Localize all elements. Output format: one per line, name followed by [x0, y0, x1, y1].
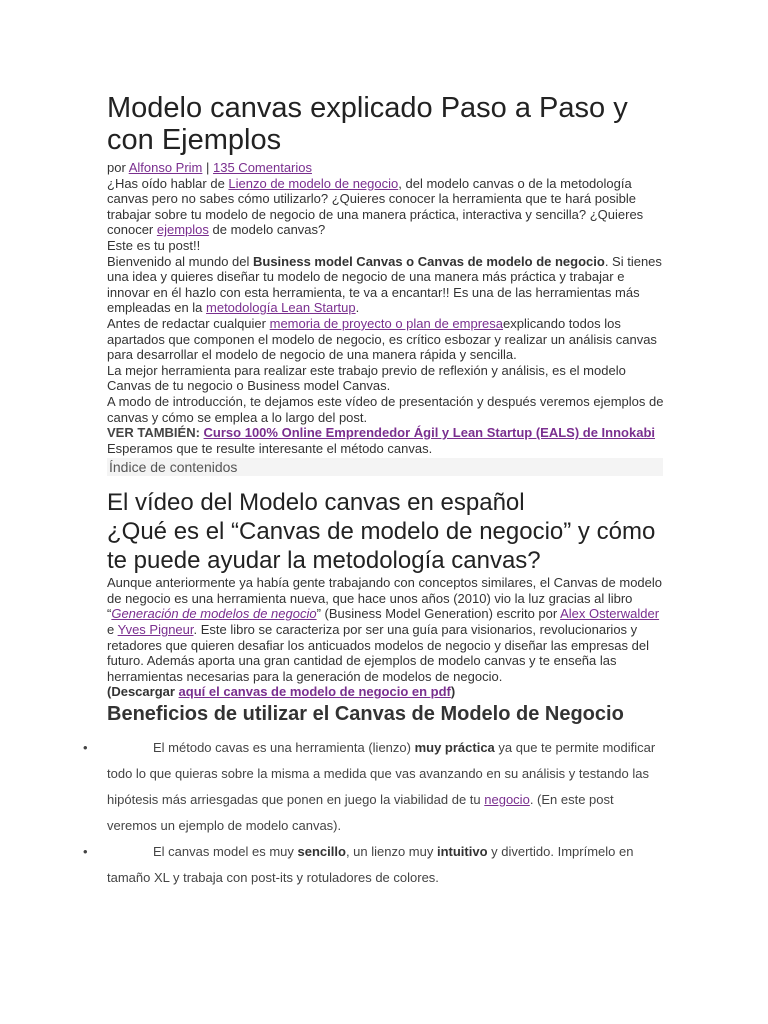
benefit2-text-2: , un lienzo muy: [345, 844, 437, 860]
benefit2-bold-1: sencillo: [297, 844, 346, 860]
ejemplos-link[interactable]: ejemplos: [156, 222, 209, 238]
page-title: Modelo canvas explicado Paso a Paso y con Ejemplos: [107, 92, 628, 156]
video-heading: El vídeo del Modelo canvas en español: [107, 489, 525, 517]
comments-link[interactable]: 135 Comentarios: [213, 160, 312, 175]
author-link[interactable]: Alfonso Prim: [128, 160, 203, 175]
benefit1-bold: muy práctica: [414, 740, 495, 756]
lienzo-link[interactable]: Lienzo de modelo de negocio: [228, 175, 399, 191]
welcome-text-2: . Si tienes una idea y quieres diseñar tu modelo de negocio de una manera más práctica y trabajar e innovar en él hazlo con esta herramienta, te va a encantar!! Es una de las herramientas más empleadas en la: [107, 253, 662, 316]
see-also-label: VER TAMBIÉN:: [107, 425, 204, 441]
benefit1-text-3: . (En este post veremos un ejemplo de modelo canvas).: [107, 792, 614, 834]
list-item: [83, 735, 667, 839]
before-paragraph: [107, 316, 667, 363]
bullet-icon: •: [83, 740, 88, 756]
welcome-text-1: Bienvenido al mundo del: [107, 253, 253, 269]
benefit1-text-1: El método cavas es una herramienta (lienzo): [153, 740, 415, 756]
download-text-2: ): [450, 684, 456, 700]
benefits-heading: Beneficios de utilizar el Canvas de Modelo de Negocio: [107, 703, 624, 726]
course-link[interactable]: Curso 100% Online Emprendedor Ágil y Lean Startup (EALS) de Innokabi: [203, 425, 656, 441]
history-text-1: Aunque anteriormente ya había gente trabajando con conceptos similares, el Canvas de modelo de negocio es una herramienta nueva, que hace unos años (2010) vio la luz gracias al libro “: [107, 575, 663, 622]
benefit2-bold-2: intuitivo: [436, 844, 488, 860]
intro-text-2: , del modelo canvas o de la metodología canvas pero no sabes cómo utilizarlo? ¿Quieres conocer la herramienta que te hará posible trabajar sobre tu modelo de negocio de una manera práctica, interactiva y sencilla? ¿Quieres conocer: [107, 175, 644, 238]
table-of-contents[interactable]: Índice de contenidos: [107, 458, 663, 476]
download-line: [107, 684, 667, 700]
osterwalder-link[interactable]: Alex Osterwalder: [560, 606, 660, 622]
post-line: Este es tu post!!: [107, 237, 201, 253]
bullet-icon: •: [83, 844, 88, 860]
history-text-3: . Este libro se caracteriza por ser una guía para visionarios, revolucionarios y retadores que quieren desafiar los anticuados modelos de negocio y diseñar las empresas del futuro. Además aporta una gran cantidad de ejemplos de modelo canvas y te enseña las herramientas necesarias para la generación de modelos de negocio.: [107, 622, 649, 684]
intro-video-paragraph: A modo de introducción, te dejamos este vídeo de presentación y después veremos ejemplos de canvas y cómo se emplea a lo largo del post.: [107, 393, 664, 425]
before-text-2: explicando todos los apartados que componen el modelo de negocio, es crítico esbozar y realizar un análisis canvas para desarrollar el modelo de negocio de una manera rápida y sencilla.: [107, 315, 657, 363]
lean-startup-link[interactable]: metodología Lean Startup: [206, 300, 356, 316]
benefit2-text-1: El canvas model es muy: [153, 844, 298, 860]
intro-text-3: de modelo canvas?: [208, 222, 326, 238]
history-and: e: [107, 622, 118, 638]
byline-separator: |: [202, 160, 213, 175]
best-tool-paragraph: La mejor herramienta para realizar este trabajo previo de reflexión y análisis, es el modelo Canvas de tu negocio o Business model Canvas.: [107, 362, 626, 394]
memoria-link[interactable]: memoria de proyecto o plan de empresa: [269, 315, 504, 331]
see-also: [107, 425, 667, 441]
list-item: [83, 839, 667, 891]
benefits-list: [83, 735, 667, 891]
intro-paragraph: [107, 176, 667, 238]
byline: [107, 160, 667, 176]
welcome-paragraph: [107, 254, 667, 316]
history-paragraph: [107, 575, 667, 684]
negocio-link[interactable]: negocio: [484, 792, 530, 808]
before-text-1: Antes de redactar cualquier: [107, 315, 270, 331]
download-text-1: (Descargar: [107, 684, 179, 700]
hope-paragraph: Esperamos que te resulte interesante el método canvas.: [107, 440, 433, 456]
what-is-heading: ¿Qué es el “Canvas de modelo de negocio” y cómo te puede ayudar la metodología canvas?: [107, 518, 656, 575]
benefit2-text-3: y divertido. Imprímelo en tamaño XL y trabaja con post-its y rotuladores de colores.: [107, 844, 634, 886]
history-text-2: ” (Business Model Generation) escrito por: [316, 606, 561, 622]
book-link[interactable]: Generación de modelos de negocio: [111, 606, 317, 622]
welcome-bold: Business model Canvas o Canvas de modelo de negocio: [253, 253, 605, 269]
download-pdf-link[interactable]: aquí el canvas de modelo de negocio en pdf: [178, 684, 451, 700]
welcome-text-3: .: [355, 300, 360, 316]
pigneur-link[interactable]: Yves Pigneur: [117, 622, 194, 638]
benefit1-text-2: ya que te permite modificar todo lo que quieras sobre la misma a medida que vas avanzando en su análisis y testando las hipótesis más arriesgadas que ponen en juego la viabilidad de tu: [107, 740, 656, 808]
byline-prefix: por: [107, 160, 129, 175]
article-body: [83, 92, 667, 891]
intro-text-1: ¿Has oído hablar de: [107, 175, 229, 191]
